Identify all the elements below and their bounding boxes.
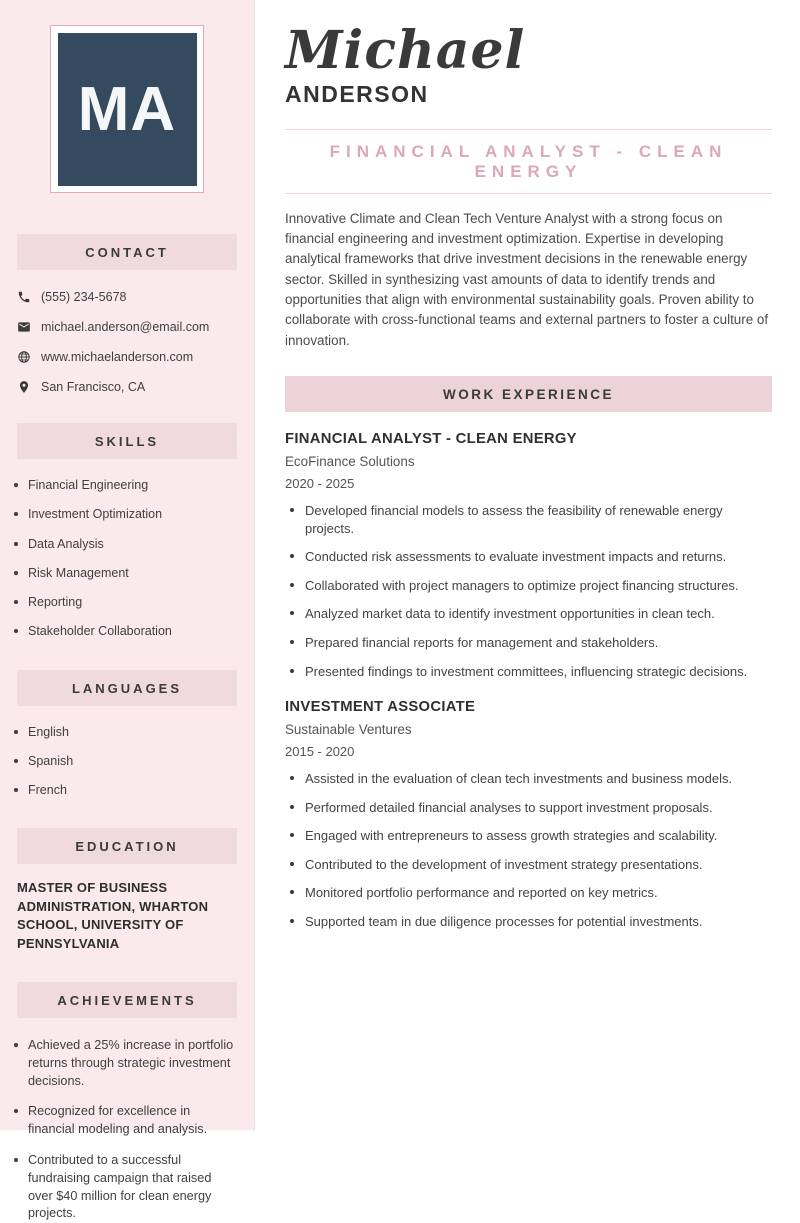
job-dates: 2020 - 2025 — [285, 476, 355, 492]
skill-item: Data Analysis — [14, 536, 237, 553]
job-bullet-list — [285, 770, 772, 930]
job-entry — [285, 431, 772, 680]
sidebar — [0, 0, 255, 1221]
job-bullet: Supported team in due diligence processes for potential investments. — [290, 913, 772, 931]
job-bullet-list — [285, 502, 772, 680]
job-bullet: Engaged with entrepreneurs to assess growth strategies and scalability. — [290, 827, 772, 845]
contact-item-email — [17, 320, 237, 334]
job-title: INVESTMENT ASSOCIATE — [285, 699, 476, 716]
divider-bottom — [285, 193, 772, 194]
language-item: English — [14, 724, 237, 741]
job-bullet: Conducted risk assessments to evaluate investment impacts and returns. — [290, 548, 772, 566]
contact-phone-text: (555) 234-5678 — [41, 290, 127, 304]
last-name: ANDERSON — [285, 80, 429, 107]
globe-icon — [17, 350, 31, 364]
education-section-header: EDUCATION — [17, 828, 237, 864]
job-bullet: Developed financial models to assess the feasibility of renewable energy projects. — [290, 502, 772, 537]
job-bullet: Performed detailed financial analyses to support investment proposals. — [290, 799, 772, 817]
language-item: Spanish — [14, 753, 237, 770]
job-bullet: Analyzed market data to identify investment opportunities in clean tech. — [290, 605, 772, 623]
location-icon — [17, 380, 31, 394]
contact-list — [0, 270, 254, 394]
professional-summary: Innovative Climate and Clean Tech Venture Analyst with a strong focus on financial engineering and investment optimization. Expertise in developing analytical frameworks that drive investment decisions in the renewable energy sector. Skilled in synthesizing vast amounts of data to identify trends and opportunities that align with environmental sustainability goals. Proven ability to collaborate with cross-functional teams and external partners to foster a culture of innovation. — [285, 210, 769, 348]
achievement-item: Contributed to a successful fundraising campaign that raised over $40 million for clean energy projects. — [14, 1152, 237, 1223]
contact-location-text: San Francisco, CA — [41, 380, 146, 394]
job-dates: 2015 - 2020 — [285, 744, 355, 760]
first-name: Michael — [285, 20, 526, 81]
skills-section-header: SKILLS — [17, 423, 237, 459]
job-bullet: Assisted in the evaluation of clean tech investments and business models. — [290, 770, 772, 788]
job-bullet: Presented findings to investment committees, influencing strategic decisions. — [290, 663, 772, 681]
skills-list — [0, 459, 254, 641]
job-title-banner: FINANCIAL ANALYST - CLEAN ENERGY — [329, 141, 728, 181]
achievements-section-header: ACHIEVEMENTS — [17, 982, 237, 1018]
skill-item: Financial Engineering — [14, 477, 237, 494]
phone-icon — [17, 290, 31, 304]
profile-photo-placeholder — [58, 33, 197, 186]
languages-list — [0, 706, 254, 800]
job-bullet: Prepared financial reports for management and stakeholders. — [290, 634, 772, 652]
contact-section-header: CONTACT — [17, 234, 237, 270]
achievements-list — [0, 1018, 254, 1223]
contact-item-location — [17, 380, 237, 394]
skill-item: Reporting — [14, 594, 237, 611]
profile-photo-frame — [50, 25, 204, 193]
skill-item: Investment Optimization — [14, 506, 237, 523]
job-bullet: Monitored portfolio performance and reported on key metrics. — [290, 884, 772, 902]
job-company: Sustainable Ventures — [285, 722, 412, 738]
job-entry — [285, 699, 772, 930]
profile-initials: MA — [77, 74, 177, 144]
work-experience-header: WORK EXPERIENCE — [285, 376, 772, 412]
contact-item-website — [17, 350, 237, 364]
job-company: EcoFinance Solutions — [285, 454, 415, 470]
achievement-item: Recognized for excellence in financial modeling and analysis. — [14, 1103, 237, 1139]
contact-website-text: www.michaelanderson.com — [41, 350, 194, 364]
languages-section-header: LANGUAGES — [17, 670, 237, 706]
job-bullet: Collaborated with project managers to optimize project financing structures. — [290, 577, 772, 595]
skill-item: Stakeholder Collaboration — [14, 623, 237, 640]
contact-email-text: michael.anderson@email.com — [41, 320, 210, 334]
education-degree: MASTER OF BUSINESS ADMINISTRATION, WHARTON SCHOOL, UNIVERSITY OF PENNSYLVANIA — [17, 880, 209, 951]
language-item: French — [14, 782, 237, 799]
job-bullet: Contributed to the development of investment strategy presentations. — [290, 856, 772, 874]
email-icon — [17, 320, 31, 334]
job-title: FINANCIAL ANALYST - CLEAN ENERGY — [285, 431, 577, 448]
skill-item: Risk Management — [14, 565, 237, 582]
achievement-item: Achieved a 25% increase in portfolio returns through strategic investment decisions. — [14, 1037, 237, 1090]
resume-main — [256, 0, 800, 1130]
contact-item-phone — [17, 290, 237, 304]
